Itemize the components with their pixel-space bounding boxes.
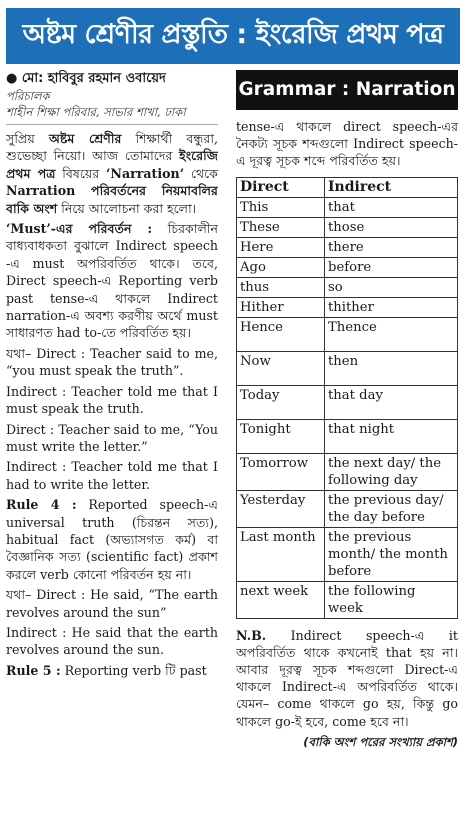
table-row: These those [237, 217, 458, 237]
rule4-paragraph: Rule 4 : Reported speech-এ universal truth (চিরন্তন সত্য), habitual fact (অভ্যাসগত কর্ম) বা বৈজ্ঞানিক সত্য (scientific fact) প্রকাশ করলে verb কোনো পরিবর্তন হয় না। [6, 497, 218, 582]
header-direct: Direct [237, 177, 325, 197]
table-row: Hither thither [237, 297, 458, 317]
right-column [236, 70, 458, 820]
grammar-intro: tense-এ থাকলে direct speech-এর নৈকট্য সূচক শব্দগুলো Indirect speech-এ দূরত্ব সূচক শব্দে পরিবর্তিত হয়। [236, 119, 458, 169]
rule5-paragraph: Rule 5 : Reporting verb টি past [6, 662, 207, 678]
banner-title: অষ্টম শ্রেণীর প্রস্তুতি : ইংরেজি প্রথম পত্র [22, 18, 444, 50]
table-row: Here there [237, 237, 458, 257]
nb-paragraph: N.B. Indirect speech-এ it অপরিবর্তিত থাকে কখনোই that হয় না। আবার দূরত্ব সূচক শব্দগুলো Direct-এ থাকলে Indirect-এ অপরিবর্তিত থাকে। যেমন– come থাকলে go হয়, কিন্তু go থাকলে go-ই হবে, come হবে না। [236, 627, 458, 729]
table-row: Today that day [237, 385, 458, 419]
page-banner [6, 8, 460, 64]
rule4-label: Rule 4 : [6, 497, 77, 513]
must-example-1-direct: যথা– Direct : Teacher said to me, “you must speak the truth”. [6, 345, 218, 379]
must-example-1-indirect: Indirect : Teacher told me that I must speak the truth. [6, 383, 218, 417]
table-row: thus so [237, 277, 458, 297]
table-row: Last month the previous month/ the month before [237, 527, 458, 581]
must-example-2-indirect: Indirect : Teacher told me that I had to write the letter. [6, 459, 218, 492]
narration-table [236, 177, 458, 619]
must-example-2-direct: Direct : Teacher said to me, “You must write the letter.” [6, 421, 218, 454]
table-row: Now then [237, 351, 458, 385]
table-row: Hence Thence [237, 317, 458, 351]
nb-label: N.B. [236, 627, 267, 643]
left-column [6, 70, 218, 820]
intro-paragraph: সুপ্রিয় অষ্টম শ্রেণীর শিক্ষার্থী বন্ধুরা, শুভেচ্ছা নিয়ো। আজ তোমাদের ইংরেজি প্রথম পত্র বিষয়ের ‘Narration’ থেকে Narration পরিবর্তনের নিয়মাবলির বাকি অংশ নিয়ে আলোচনা করা হলো। [6, 131, 218, 216]
rule4-example-indirect: Indirect : He said that the earth revolves around the sun. [6, 624, 218, 658]
must-heading: ‘Must’-এর পরিবর্তন : [6, 221, 153, 237]
table-row: Tomorrow the next day/ the following day [237, 453, 458, 490]
must-paragraph: ‘Must’-এর পরিবর্তন : চিরকালীন বাধ্যবাধকতা বুঝালে Indirect speech -এ must অপরিবর্তিত থাকে। তবে, Direct speech-এ Reporting verb past tense-এ থাকলে Indirect narration-এ অবশ্য করণীয় অর্থে must সাধারণত had to-তে পরিবর্তিত হয়। [6, 221, 218, 341]
author-org: শাহীন শিক্ষা পরিবার, সাভার শাখা, ঢাকা [6, 104, 218, 125]
author-role: পরিচালক [6, 89, 50, 103]
continued-note: (বাকি অংশ পরের সংখ্যায় প্রকাশ) [303, 734, 458, 749]
table-row: Ago before [237, 257, 458, 277]
table-header-row [237, 177, 458, 197]
table-row: Yesterday the previous day/ the day before [237, 490, 458, 527]
rule4-example-direct: যথা– Direct : He said, “The earth revolves around the sun” [6, 587, 218, 620]
table-row: Tonight that night [237, 419, 458, 453]
table-row: This that [237, 197, 458, 217]
rule5-label: Rule 5 : [6, 662, 61, 678]
header-indirect: Indirect [325, 177, 458, 197]
table-row: next week the following week [237, 581, 458, 618]
author-name: ● মো: হাবিবুর রহমান ওবায়েদ [6, 71, 166, 86]
grammar-title: Grammar : Narration [236, 70, 458, 110]
